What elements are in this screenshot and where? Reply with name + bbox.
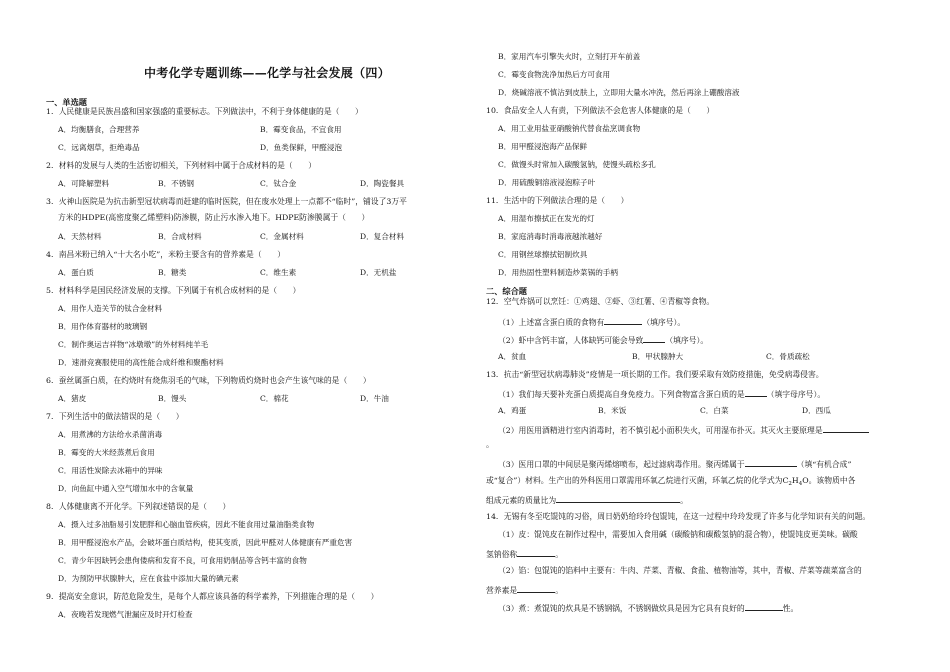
question-13-part-3-end: 。 — [680, 496, 688, 505]
question-2-option-b: B．不锈钢 — [158, 179, 194, 188]
question-6-option-b: B．馒头 — [158, 394, 187, 403]
question-12-part-1-text: （1）上述富含蛋白质的食物有 — [498, 318, 605, 327]
question-14-part-1-line-2 — [486, 548, 563, 560]
question-13-option-b: B．米饭 — [598, 406, 627, 415]
question-14-part-1: （1）皮：馄饨皮在制作过程中，需要加入食用碱（碳酸钠和碳酸氢钠的混合物），使馄饨皮更美味。碳酸 — [498, 530, 858, 539]
question-12-stem: 12．空气炸锅可以烹饪：①鸡翅、②虾、③红薯、④青椒等食物。 — [486, 297, 715, 306]
question-8-stem: 8．人体健康离不开化学。下列叙述错误的是（ ） — [46, 502, 231, 511]
question-2-stem: 2．材料的发展与人类的生活密切相关，下列材料中属于合成材料的是（ ） — [46, 161, 317, 170]
question-13-part-3-text-3: 组成元素的质量比为 — [486, 496, 557, 505]
question-12-option-c: C．骨质疏松 — [766, 352, 810, 361]
question-9-option-b: B．家用汽车引擎失火时，立刻打开车前盖 — [498, 52, 641, 61]
question-12-part-1-tail: （填序号）。 — [642, 318, 686, 327]
question-11-stem: 11．生活中的下列做法合理的是（ ） — [486, 196, 629, 205]
question-4-option-d: D．无机盐 — [360, 268, 397, 277]
question-14-part-2-text-2: 营养素是 — [486, 586, 518, 595]
question-7-option-d: D．向鱼缸中通入空气增加水中的含氧量 — [58, 484, 194, 493]
question-2-option-d: D．陶瓷餐具 — [360, 179, 405, 188]
question-13-part-2 — [498, 424, 869, 436]
question-5-option-c: C．制作奥运吉祥物“冰墩墩”的外材料纯羊毛 — [58, 340, 209, 349]
question-13-part-1-text: （1）我们每天要补充蛋白质提高自身免疫力。下列食物富含蛋白质的是 — [498, 390, 745, 399]
question-3-stem-line-1: 3．火神山医院是为抗击新型冠状病毒而赶建的临时医院，但在废水处理上一点都不“临时”，铺设了3万平 — [46, 197, 407, 206]
question-14-part-3-text: （3）煮：煮馄饨的炊具是不锈钢锅，不锈钢做炊具是因为它具有良好的 — [498, 604, 745, 613]
question-4-option-b: B．糖类 — [158, 268, 187, 277]
question-1-option-b: B．霉变食品，不宜食用 — [260, 125, 342, 134]
question-13-part-3-tail: （填“有机合成” — [796, 460, 852, 469]
question-3-option-d: D．复合材料 — [360, 232, 405, 241]
question-13-option-d: D．西瓜 — [802, 406, 831, 415]
answer-blank[interactable] — [517, 584, 555, 593]
formula-subscript-2: 2 — [788, 481, 792, 487]
question-12-part-2 — [498, 334, 708, 346]
question-3-option-b: B．合成材料 — [158, 232, 202, 241]
question-3-option-a: A．天然材料 — [58, 232, 102, 241]
question-11-option-a: A．用湿布擦拭正在发光的灯 — [498, 214, 595, 223]
formula-tail: O。该物质中各 — [802, 476, 856, 485]
question-5-stem: 5．材料科学是国民经济发展的支撑。下列属于有机合成材料的是（ ） — [46, 286, 301, 295]
question-8-option-c: C．青少年因缺钙会患佝偻病和发育不良，可食用奶制品等含钙丰富的食物 — [58, 556, 307, 565]
question-9-stem: 9．提高安全意识，防范危险发生，是每个人都应该具备的科学素养，下列措施合理的是（ ） — [46, 592, 379, 601]
answer-blank[interactable] — [604, 316, 642, 325]
question-14-part-1-end: 。 — [555, 550, 563, 559]
question-4-option-c: C．维生素 — [260, 268, 297, 277]
question-10-option-c: C．做馒头时常加入碳酸氢钠，使馒头疏松多孔 — [498, 160, 656, 169]
formula-subscript-4: 4 — [798, 481, 803, 487]
question-13-part-3-line-2 — [486, 476, 855, 489]
question-6-option-a: A．猪皮 — [58, 394, 87, 403]
question-9-option-d: D．烧碱溶液不慎沾到皮肤上，立即用大量水冲洗，然后再涂上硼酸溶液 — [498, 88, 740, 97]
question-10-option-a: A．用工业用盐亚硝酸钠代替食盐烹调食物 — [498, 124, 641, 133]
question-2-option-a: A．可降解塑料 — [58, 179, 110, 188]
question-7-option-c: C．用活性炭除去冰箱中的异味 — [58, 466, 163, 475]
question-12-option-a: A．贫血 — [498, 352, 527, 361]
question-12-part-1 — [498, 316, 685, 328]
question-3-option-c: C．金属材料 — [260, 232, 304, 241]
question-10-option-d: D．用硫酸铜溶液浸泡粽子叶 — [498, 178, 596, 187]
answer-blank[interactable] — [745, 388, 767, 397]
question-12-option-b: B．甲状腺肿大 — [632, 352, 684, 361]
question-5-option-a: A．用作人造关节的钛合金材料 — [58, 304, 163, 313]
question-4-option-a: A．蛋白质 — [58, 268, 94, 277]
question-13-option-a: A．鸡蛋 — [498, 406, 527, 415]
question-1-stem: 1．人民健康是民族昌盛和国家强盛的重要标志。下列做法中，不利于身体健康的是（ ） — [46, 107, 363, 116]
question-8-option-b: B．用甲醛浸泡水产品，会破坏蛋白质结构，使其变质，因此甲醛对人体健康有严重危害 — [58, 538, 353, 547]
question-10-stem: 10．食品安全人人有责，下列做法不会危害人体健康的是（ ） — [486, 106, 715, 115]
question-4-stem: 4．南昌米粉已纳入“十大名小吃”，米粉主要含有的营养素是（ ） — [46, 250, 286, 259]
question-6-option-c: C．棉花 — [260, 394, 289, 403]
question-13-part-3-text-2: 或“复合”）材料。生产出的外科医用口罩需用环氧乙烷进行灭菌，环氧乙烷的化学式为C — [486, 476, 789, 485]
question-13-part-2-end: 。 — [486, 440, 494, 449]
question-14-part-3 — [498, 602, 798, 614]
question-2-option-c: C．钛合金 — [260, 179, 297, 188]
question-13-part-2-text: （2）用医用酒精进行室内消毒时，若不慎引起小面积失火，可用湿布扑灭。其灭火主要原理是 — [498, 426, 823, 435]
question-14-part-2-line-2 — [486, 584, 563, 596]
question-13-part-1-tail: （填字母序号）。 — [766, 390, 826, 399]
question-9-option-c: C．霉变食物洗净加热后方可食用 — [498, 70, 611, 79]
question-6-option-d: D．牛油 — [360, 394, 389, 403]
question-10-option-b: B．用甲醛浸泡海产品保鲜 — [498, 142, 588, 151]
question-11-option-c: C．用钢丝球擦拭铝制炊具 — [498, 250, 588, 259]
question-7-option-b: B．霉变的大米经蒸煮后食用 — [58, 448, 155, 457]
question-7-option-a: A．用煮沸的方法给水杀菌消毒 — [58, 430, 163, 439]
question-1-option-d: D．鱼类保鲜，甲醛浸泡 — [260, 143, 343, 152]
question-1-option-a: A．均衡膳食，合理营养 — [58, 125, 140, 134]
question-13-option-c: C．白菜 — [700, 406, 729, 415]
question-8-option-d: D．为预防甲状腺肿大，应在食盐中添加大量的碘元素 — [58, 574, 239, 583]
question-12-part-2-tail: （填序号）。 — [665, 336, 709, 345]
question-14-stem: 14．无锡有冬至吃馄饨的习俗，周日奶奶给玲玲包馄饨，在这一过程中玲玲发现了许多与化学知识有关的问题。 — [486, 512, 871, 521]
answer-blank[interactable] — [517, 548, 555, 557]
question-14-part-2-end: 。 — [555, 586, 563, 595]
section-heading-comprehensive: 二、综合题 — [486, 286, 527, 296]
question-5-option-b: B．用作体育器材的玻璃钢 — [58, 322, 148, 331]
question-13-part-3 — [498, 458, 851, 470]
section-heading-single-choice: 一、单选题 — [46, 97, 87, 107]
question-9-option-a: A．夜晚若发现燃气泄漏应及时开灯检查 — [58, 610, 193, 619]
question-13-stem: 13．抗击“新型冠状病毒肺炎”疫情是一项长期的工作。我们要采取有效防疫措施，免受病毒侵害。 — [486, 370, 824, 379]
question-3-stem-line-2: 方米的HDPE(高密度聚乙烯塑料)防渗膜，防止污水渗入地下。HDPE防渗膜属于（ ） — [58, 213, 370, 222]
answer-blank[interactable] — [745, 602, 783, 611]
question-13-part-1 — [498, 388, 825, 400]
question-8-option-a: A．摄入过多油脂易引发肥胖和心脑血管疾病，因此不能食用过量油脂类食物 — [58, 520, 315, 529]
formula-element-h: H — [791, 476, 799, 485]
question-7-stem: 7．下列生活中的做法错误的是（ ） — [46, 412, 184, 421]
question-14-part-2: （2）馅：包馄饨的馅料中主要有：牛肉、芹菜、青椒、食盐、植物油等，其中，青椒、芹菜等蔬菜富含的 — [498, 566, 862, 575]
answer-blank[interactable] — [823, 424, 869, 433]
question-12-part-2-text: （2）虾中含钙丰富，人体缺钙可能会导致 — [498, 336, 644, 345]
page-title: 中考化学专题训练——化学与社会发展（四） — [144, 66, 391, 80]
question-1-option-c: C．远离烟草，拒绝毒品 — [58, 143, 140, 152]
question-14-part-3-tail: 性。 — [782, 604, 799, 613]
answer-blank[interactable] — [556, 494, 680, 503]
question-14-part-1-text-2: 氢钠俗称 — [486, 550, 518, 559]
question-13-part-3-text: （3）医用口罩的中间层是聚丙烯熔喷布，起过滤病毒作用。聚丙烯属于 — [498, 460, 745, 469]
question-6-stem: 6．蚕丝属蛋白质，在灼烧时有烧焦羽毛的气味，下列物质灼烧时也会产生该气味的是（ ） — [46, 376, 371, 385]
answer-blank[interactable] — [643, 334, 665, 343]
question-13-part-3-line-3 — [486, 494, 688, 506]
question-11-option-d: D．用热固性塑料制造炒菜锅的手柄 — [498, 268, 618, 277]
answer-blank[interactable] — [745, 458, 797, 467]
question-5-option-d: D．速滑竞赛服使用的高性能合成纤维和聚酯材料 — [58, 358, 224, 367]
question-11-option-b: B．家庭消毒时消毒液越浓越好 — [498, 232, 603, 241]
